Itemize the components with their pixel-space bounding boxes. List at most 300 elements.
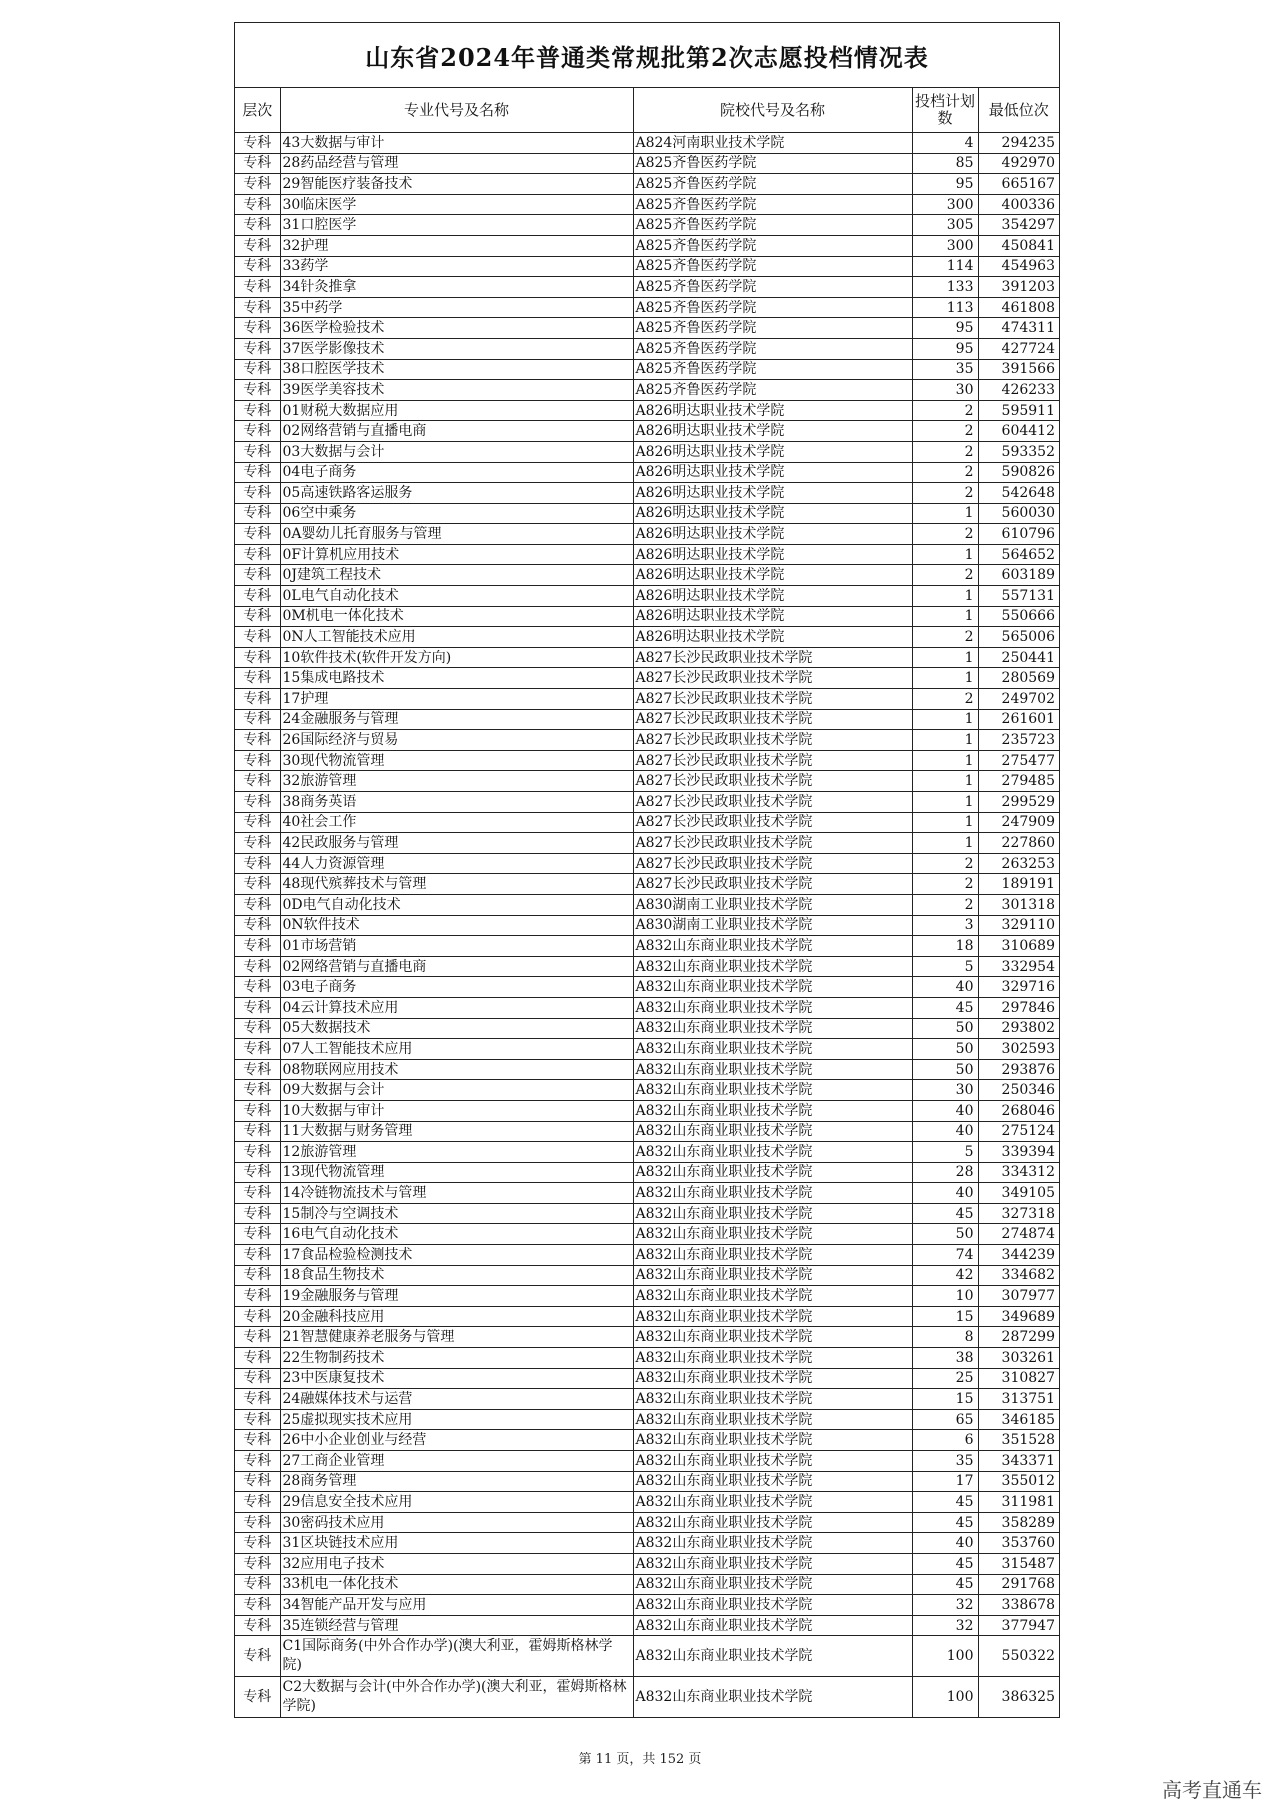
cell-rank: 391203 <box>978 277 1059 298</box>
table-row <box>235 318 1059 339</box>
cell-level: 专科 <box>235 277 280 298</box>
cell-school: A832山东商业职业技术学院 <box>633 1595 912 1616</box>
cell-rank: 189191 <box>978 874 1059 895</box>
cell-plan: 50 <box>912 1039 978 1060</box>
cell-major: 36医学检验技术 <box>280 318 633 339</box>
cell-major: 38商务英语 <box>280 792 633 813</box>
cell-rank: 604412 <box>978 421 1059 442</box>
cell-plan: 38 <box>912 1348 978 1369</box>
table-row <box>235 1595 1059 1616</box>
cell-level: 专科 <box>235 483 280 504</box>
cell-rank: 353760 <box>978 1533 1059 1554</box>
cell-rank: 542648 <box>978 483 1059 504</box>
cell-major: 28药品经营与管理 <box>280 153 633 174</box>
cell-major: 01财税大数据应用 <box>280 400 633 421</box>
table-row <box>235 1265 1059 1286</box>
cell-school: A826明达职业技术学院 <box>633 400 912 421</box>
cell-rank: 299529 <box>978 792 1059 813</box>
table-row <box>235 1327 1059 1348</box>
table-row <box>235 1162 1059 1183</box>
table-row <box>235 1471 1059 1492</box>
cell-major: 35连锁经营与管理 <box>280 1615 633 1636</box>
cell-major: 24融媒体技术与运营 <box>280 1389 633 1410</box>
cell-plan: 65 <box>912 1409 978 1430</box>
cell-level: 专科 <box>235 1306 280 1327</box>
cell-level: 专科 <box>235 215 280 236</box>
cell-plan: 30 <box>912 380 978 401</box>
cell-level: 专科 <box>235 359 280 380</box>
table-body <box>235 133 1059 1718</box>
cell-major: 35中药学 <box>280 297 633 318</box>
table-row <box>235 400 1059 421</box>
table-row <box>235 565 1059 586</box>
cell-plan: 15 <box>912 1306 978 1327</box>
cell-plan: 30 <box>912 1080 978 1101</box>
cell-major: 23中医康复技术 <box>280 1368 633 1389</box>
cell-school: A826明达职业技术学院 <box>633 586 912 607</box>
cell-plan: 2 <box>912 400 978 421</box>
cell-school: A825齐鲁医药学院 <box>633 153 912 174</box>
cell-level: 专科 <box>235 1451 280 1472</box>
cell-plan: 50 <box>912 1224 978 1245</box>
cell-school: A825齐鲁医药学院 <box>633 235 912 256</box>
cell-major: 12旅游管理 <box>280 1142 633 1163</box>
cell-plan: 4 <box>912 133 978 154</box>
cell-plan: 1 <box>912 730 978 751</box>
cell-level: 专科 <box>235 812 280 833</box>
cell-major: 30密码技术应用 <box>280 1512 633 1533</box>
table-row <box>235 380 1059 401</box>
table-row <box>235 606 1059 627</box>
cell-plan: 1 <box>912 668 978 689</box>
cell-plan: 8 <box>912 1327 978 1348</box>
cell-plan: 35 <box>912 359 978 380</box>
cell-level: 专科 <box>235 421 280 442</box>
table-row <box>235 1677 1059 1718</box>
cell-rank: 329110 <box>978 915 1059 936</box>
watermark-text: 高考直通车 <box>1162 1778 1262 1802</box>
table-row <box>235 1080 1059 1101</box>
cell-plan: 100 <box>912 1636 978 1677</box>
cell-major: 18食品生物技术 <box>280 1265 633 1286</box>
cell-plan: 74 <box>912 1245 978 1266</box>
cell-rank: 301318 <box>978 894 1059 915</box>
cell-major: 48现代殡葬技术与管理 <box>280 874 633 895</box>
cell-major: 19金融服务与管理 <box>280 1286 633 1307</box>
cell-major: 07人工智能技术应用 <box>280 1039 633 1060</box>
cell-school: A832山东商业职业技术学院 <box>633 1553 912 1574</box>
cell-school: A827长沙民政职业技术学院 <box>633 771 912 792</box>
table-row <box>235 1100 1059 1121</box>
cell-level: 专科 <box>235 1121 280 1142</box>
table-row <box>235 997 1059 1018</box>
cell-major: 10软件技术(软件开发方向) <box>280 647 633 668</box>
cell-major: 17护理 <box>280 689 633 710</box>
cell-rank: 297846 <box>978 997 1059 1018</box>
cell-level: 专科 <box>235 297 280 318</box>
table-row <box>235 586 1059 607</box>
cell-level: 专科 <box>235 1039 280 1060</box>
cell-school: A827长沙民政职业技术学院 <box>633 874 912 895</box>
table-row <box>235 730 1059 751</box>
cell-school: A827长沙民政职业技术学院 <box>633 833 912 854</box>
cell-major: 31区块链技术应用 <box>280 1533 633 1554</box>
cell-level: 专科 <box>235 133 280 154</box>
cell-level: 专科 <box>235 1142 280 1163</box>
admission-table <box>235 88 1059 1717</box>
cell-level: 专科 <box>235 1677 280 1718</box>
cell-plan: 95 <box>912 174 978 195</box>
cell-level: 专科 <box>235 1595 280 1616</box>
cell-school: A832山东商业职业技术学院 <box>633 1615 912 1636</box>
cell-major: 24金融服务与管理 <box>280 709 633 730</box>
cell-major: 04电子商务 <box>280 462 633 483</box>
cell-level: 专科 <box>235 647 280 668</box>
cell-rank: 400336 <box>978 194 1059 215</box>
cell-level: 专科 <box>235 936 280 957</box>
cell-major: 33药学 <box>280 256 633 277</box>
table-row <box>235 915 1059 936</box>
cell-major: 0L电气自动化技术 <box>280 586 633 607</box>
cell-level: 专科 <box>235 1409 280 1430</box>
cell-level: 专科 <box>235 977 280 998</box>
cell-rank: 268046 <box>978 1100 1059 1121</box>
cell-school: A830湖南工业职业技术学院 <box>633 894 912 915</box>
cell-major: 28商务管理 <box>280 1471 633 1492</box>
cell-major: 0N人工智能技术应用 <box>280 627 633 648</box>
cell-rank: 235723 <box>978 730 1059 751</box>
table-row <box>235 627 1059 648</box>
cell-plan: 35 <box>912 1451 978 1472</box>
cell-rank: 303261 <box>978 1348 1059 1369</box>
cell-school: A827长沙民政职业技术学院 <box>633 647 912 668</box>
table-row <box>235 441 1059 462</box>
cell-level: 专科 <box>235 1162 280 1183</box>
cell-plan: 1 <box>912 750 978 771</box>
cell-major: 37医学影像技术 <box>280 338 633 359</box>
table-row <box>235 936 1059 957</box>
page-title: 山东省2024年普通类常规批第2次志愿投档情况表 <box>235 23 1059 88</box>
cell-school: A832山东商业职业技术学院 <box>633 1039 912 1060</box>
cell-major: 33机电一体化技术 <box>280 1574 633 1595</box>
table-row <box>235 277 1059 298</box>
table-row <box>235 483 1059 504</box>
cell-level: 专科 <box>235 441 280 462</box>
cell-level: 专科 <box>235 1059 280 1080</box>
cell-plan: 2 <box>912 441 978 462</box>
cell-level: 专科 <box>235 1018 280 1039</box>
cell-school: A826明达职业技术学院 <box>633 483 912 504</box>
cell-plan: 40 <box>912 1100 978 1121</box>
cell-plan: 50 <box>912 1018 978 1039</box>
cell-major: 06空中乘务 <box>280 503 633 524</box>
table-row <box>235 462 1059 483</box>
cell-rank: 344239 <box>978 1245 1059 1266</box>
cell-school: A826明达职业技术学院 <box>633 565 912 586</box>
table-row <box>235 421 1059 442</box>
cell-major: 30临床医学 <box>280 194 633 215</box>
cell-rank: 261601 <box>978 709 1059 730</box>
cell-major: 26国际经济与贸易 <box>280 730 633 751</box>
cell-rank: 564652 <box>978 544 1059 565</box>
cell-rank: 334312 <box>978 1162 1059 1183</box>
cell-level: 专科 <box>235 503 280 524</box>
cell-plan: 45 <box>912 1203 978 1224</box>
header-major: 专业代号及名称 <box>280 88 633 133</box>
cell-rank: 263253 <box>978 853 1059 874</box>
cell-school: A832山东商业职业技术学院 <box>633 1368 912 1389</box>
cell-rank: 313751 <box>978 1389 1059 1410</box>
cell-rank: 454963 <box>978 256 1059 277</box>
cell-plan: 42 <box>912 1265 978 1286</box>
cell-major: 02网络营销与直播电商 <box>280 421 633 442</box>
table-row <box>235 544 1059 565</box>
cell-rank: 275124 <box>978 1121 1059 1142</box>
cell-rank: 310827 <box>978 1368 1059 1389</box>
cell-school: A832山东商业职业技术学院 <box>633 1100 912 1121</box>
cell-rank: 354297 <box>978 215 1059 236</box>
table-row <box>235 956 1059 977</box>
page-footer: 第 11 页，共 152 页 <box>578 1752 702 1767</box>
cell-level: 专科 <box>235 606 280 627</box>
cell-level: 专科 <box>235 586 280 607</box>
table-row <box>235 524 1059 545</box>
cell-major: 32应用电子技术 <box>280 1553 633 1574</box>
cell-major: 29信息安全技术应用 <box>280 1492 633 1513</box>
cell-rank: 332954 <box>978 956 1059 977</box>
cell-rank: 310689 <box>978 936 1059 957</box>
cell-plan: 2 <box>912 524 978 545</box>
cell-school: A832山东商业职业技术学院 <box>633 997 912 1018</box>
cell-school: A825齐鲁医药学院 <box>633 297 912 318</box>
table-row <box>235 1121 1059 1142</box>
cell-plan: 1 <box>912 544 978 565</box>
header-school: 院校代号及名称 <box>633 88 912 133</box>
cell-school: A832山东商业职业技术学院 <box>633 1142 912 1163</box>
cell-plan: 5 <box>912 956 978 977</box>
table-row <box>235 1224 1059 1245</box>
cell-level: 专科 <box>235 462 280 483</box>
cell-major: 13现代物流管理 <box>280 1162 633 1183</box>
table-row <box>235 812 1059 833</box>
table-row <box>235 1430 1059 1451</box>
cell-level: 专科 <box>235 853 280 874</box>
cell-plan: 1 <box>912 812 978 833</box>
cell-school: A827长沙民政职业技术学院 <box>633 812 912 833</box>
cell-major: C2大数据与会计(中外合作办学)(澳大利亚，霍姆斯格林学院) <box>280 1677 633 1718</box>
cell-level: 专科 <box>235 256 280 277</box>
cell-rank: 280569 <box>978 668 1059 689</box>
cell-level: 专科 <box>235 1286 280 1307</box>
cell-rank: 461808 <box>978 297 1059 318</box>
cell-school: A832山东商业职业技术学院 <box>633 956 912 977</box>
cell-major: 34针灸推拿 <box>280 277 633 298</box>
table-row <box>235 1348 1059 1369</box>
cell-plan: 133 <box>912 277 978 298</box>
cell-level: 专科 <box>235 1224 280 1245</box>
cell-major: 30现代物流管理 <box>280 750 633 771</box>
cell-rank: 492970 <box>978 153 1059 174</box>
table-row <box>235 338 1059 359</box>
cell-major: 09大数据与会计 <box>280 1080 633 1101</box>
cell-major: 0A婴幼儿托育服务与管理 <box>280 524 633 545</box>
cell-level: 专科 <box>235 1080 280 1101</box>
cell-rank: 550322 <box>978 1636 1059 1677</box>
table-row <box>235 647 1059 668</box>
cell-major: 0N软件技术 <box>280 915 633 936</box>
cell-school: A832山东商业职业技术学院 <box>633 1245 912 1266</box>
cell-plan: 2 <box>912 421 978 442</box>
cell-school: A832山东商业职业技术学院 <box>633 1451 912 1472</box>
cell-plan: 32 <box>912 1615 978 1636</box>
table-row <box>235 1018 1059 1039</box>
cell-school: A827长沙民政职业技术学院 <box>633 730 912 751</box>
table-row <box>235 297 1059 318</box>
table-row <box>235 709 1059 730</box>
cell-major: 0M机电一体化技术 <box>280 606 633 627</box>
cell-plan: 2 <box>912 483 978 504</box>
table-row <box>235 750 1059 771</box>
table-row <box>235 1142 1059 1163</box>
cell-level: 专科 <box>235 338 280 359</box>
cell-school: A832山东商业职业技术学院 <box>633 1162 912 1183</box>
table-row <box>235 1286 1059 1307</box>
cell-level: 专科 <box>235 194 280 215</box>
cell-school: A832山东商业职业技术学院 <box>633 1121 912 1142</box>
table-row <box>235 833 1059 854</box>
cell-level: 专科 <box>235 1553 280 1574</box>
cell-rank: 349689 <box>978 1306 1059 1327</box>
cell-school: A832山东商业职业技术学院 <box>633 1389 912 1410</box>
cell-school: A825齐鲁医药学院 <box>633 174 912 195</box>
cell-major: 02网络营销与直播电商 <box>280 956 633 977</box>
cell-rank: 450841 <box>978 235 1059 256</box>
cell-rank: 250441 <box>978 647 1059 668</box>
cell-plan: 18 <box>912 936 978 957</box>
cell-rank: 560030 <box>978 503 1059 524</box>
cell-rank: 603189 <box>978 565 1059 586</box>
cell-major: 27工商企业管理 <box>280 1451 633 1472</box>
cell-level: 专科 <box>235 1471 280 1492</box>
cell-school: A832山东商业职业技术学院 <box>633 1512 912 1533</box>
table-row <box>235 1389 1059 1410</box>
cell-rank: 565006 <box>978 627 1059 648</box>
cell-major: 16电气自动化技术 <box>280 1224 633 1245</box>
cell-plan: 17 <box>912 1471 978 1492</box>
cell-rank: 349105 <box>978 1183 1059 1204</box>
cell-major: 05大数据技术 <box>280 1018 633 1039</box>
cell-level: 专科 <box>235 627 280 648</box>
cell-major: 21智慧健康养老服务与管理 <box>280 1327 633 1348</box>
cell-level: 专科 <box>235 1615 280 1636</box>
cell-major: 39医学美容技术 <box>280 380 633 401</box>
cell-school: A832山东商业职业技术学院 <box>633 1492 912 1513</box>
cell-major: 0F计算机应用技术 <box>280 544 633 565</box>
cell-plan: 1 <box>912 606 978 627</box>
cell-level: 专科 <box>235 318 280 339</box>
cell-plan: 10 <box>912 1286 978 1307</box>
cell-plan: 300 <box>912 235 978 256</box>
cell-rank: 287299 <box>978 1327 1059 1348</box>
cell-major: 34智能产品开发与应用 <box>280 1595 633 1616</box>
cell-school: A832山东商业职业技术学院 <box>633 1533 912 1554</box>
cell-school: A832山东商业职业技术学院 <box>633 1080 912 1101</box>
cell-level: 专科 <box>235 544 280 565</box>
cell-level: 专科 <box>235 1265 280 1286</box>
cell-plan: 50 <box>912 1059 978 1080</box>
cell-level: 专科 <box>235 792 280 813</box>
cell-rank: 275477 <box>978 750 1059 771</box>
cell-rank: 426233 <box>978 380 1059 401</box>
header-rank: 最低位次 <box>978 88 1059 133</box>
cell-plan: 45 <box>912 1492 978 1513</box>
cell-level: 专科 <box>235 1348 280 1369</box>
cell-rank: 665167 <box>978 174 1059 195</box>
table-row <box>235 1512 1059 1533</box>
table-header-row <box>235 88 1059 133</box>
cell-level: 专科 <box>235 1245 280 1266</box>
cell-major: 04云计算技术应用 <box>280 997 633 1018</box>
cell-level: 专科 <box>235 709 280 730</box>
cell-rank: 247909 <box>978 812 1059 833</box>
cell-plan: 2 <box>912 874 978 895</box>
cell-rank: 250346 <box>978 1080 1059 1101</box>
cell-level: 专科 <box>235 771 280 792</box>
cell-major: 29智能医疗装备技术 <box>280 174 633 195</box>
cell-plan: 45 <box>912 1512 978 1533</box>
cell-rank: 550666 <box>978 606 1059 627</box>
table-row <box>235 1039 1059 1060</box>
table-row <box>235 689 1059 710</box>
cell-plan: 100 <box>912 1677 978 1718</box>
cell-plan: 32 <box>912 1595 978 1616</box>
cell-level: 专科 <box>235 565 280 586</box>
cell-rank: 274874 <box>978 1224 1059 1245</box>
cell-rank: 249702 <box>978 689 1059 710</box>
table-row <box>235 792 1059 813</box>
cell-plan: 40 <box>912 1121 978 1142</box>
cell-plan: 85 <box>912 153 978 174</box>
table-row <box>235 153 1059 174</box>
table-row <box>235 1553 1059 1574</box>
cell-school: A830湖南工业职业技术学院 <box>633 915 912 936</box>
cell-plan: 305 <box>912 215 978 236</box>
cell-level: 专科 <box>235 894 280 915</box>
cell-rank: 327318 <box>978 1203 1059 1224</box>
table-row <box>235 359 1059 380</box>
table-row <box>235 771 1059 792</box>
cell-major: 42民政服务与管理 <box>280 833 633 854</box>
cell-school: A832山东商业职业技术学院 <box>633 1203 912 1224</box>
cell-rank: 339394 <box>978 1142 1059 1163</box>
cell-major: 40社会工作 <box>280 812 633 833</box>
cell-rank: 227860 <box>978 833 1059 854</box>
cell-major: C1国际商务(中外合作办学)(澳大利亚，霍姆斯格林学院) <box>280 1636 633 1677</box>
cell-school: A825齐鲁医药学院 <box>633 256 912 277</box>
cell-school: A832山东商业职业技术学院 <box>633 1348 912 1369</box>
cell-major: 10大数据与审计 <box>280 1100 633 1121</box>
table-row <box>235 194 1059 215</box>
table-row <box>235 853 1059 874</box>
cell-level: 专科 <box>235 235 280 256</box>
cell-major: 22生物制药技术 <box>280 1348 633 1369</box>
cell-school: A825齐鲁医药学院 <box>633 359 912 380</box>
cell-plan: 95 <box>912 318 978 339</box>
table-row <box>235 1306 1059 1327</box>
cell-level: 专科 <box>235 956 280 977</box>
cell-school: A826明达职业技术学院 <box>633 421 912 442</box>
cell-plan: 5 <box>912 1142 978 1163</box>
